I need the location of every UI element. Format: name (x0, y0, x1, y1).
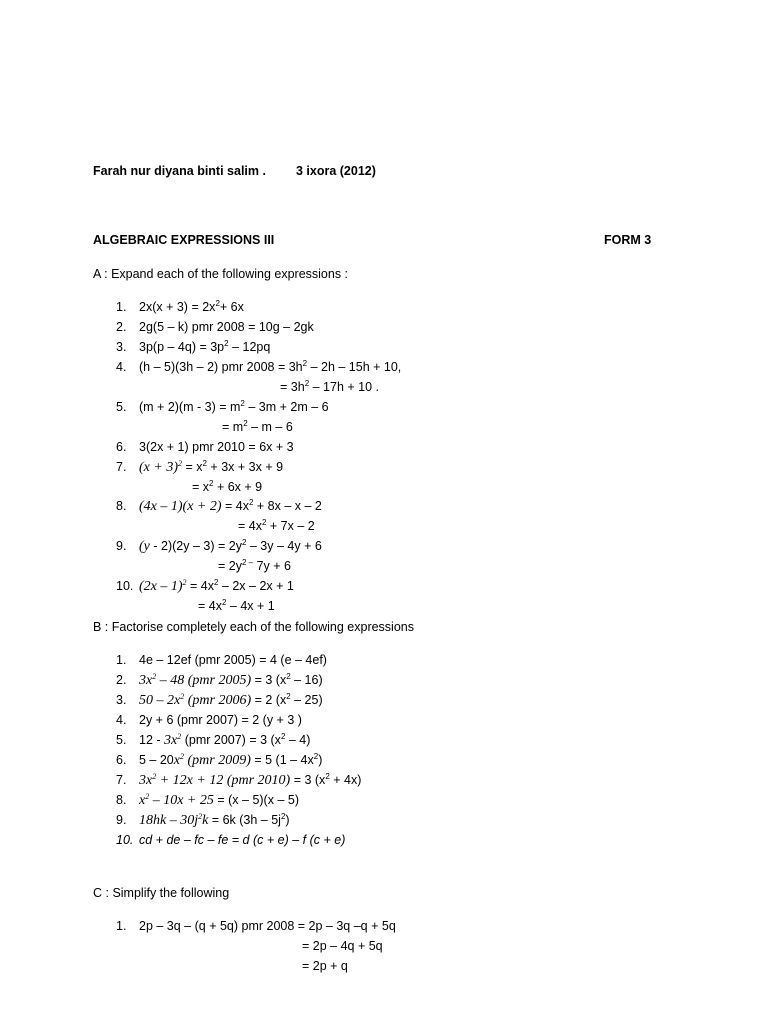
item-expression: 2g(5 – k) pmr 2008 = 10g – 2gk (139, 320, 314, 334)
item-number: 1. (116, 919, 127, 933)
item-continuation: = 2p – 4q + 5q (302, 939, 383, 953)
item-expression: $3x^2 - 48$ (pmr 2005) = 3 $(x^2 - 16)$ (139, 672, 323, 688)
item-number: 5. (116, 733, 127, 747)
worksheet-title: ALGEBRAIC EXPRESSIONS III (93, 233, 275, 247)
item-expression: 2y + 6 (pmr 2007) = 2 (y + 3 ) (139, 713, 302, 727)
item-expression: $(4x - 1)(x + 2) = 4x^2 + 8x - x - 2$ (139, 498, 322, 514)
item-number: 7. (116, 460, 127, 474)
item-continuation: = $2y^{2 -}$ 7y + 6 (218, 558, 291, 573)
item-number: 8. (116, 499, 127, 513)
item-number: 4. (116, 713, 127, 727)
item-expression: $2x(x + 3) = 2x^2+ 6x$ (139, 299, 244, 314)
item-expression: $3p(p - 4q) = 3p^2 - 12pq$ (139, 339, 271, 354)
item-number: 2. (116, 673, 127, 687)
item-continuation: = $4x^2 + 7x - 2$ (238, 518, 315, 533)
item-expression: $50 - 2x^2$ (pmr 2006) = 2 $(x^2 - 25)$ (139, 692, 323, 708)
item-number: 2. (116, 320, 127, 334)
item-continuation: = 2p + q (302, 959, 348, 973)
item-number: 1. (116, 300, 127, 314)
item-expression: cd + de – fc – fe = d (c + e) – f (c + e) (139, 833, 346, 847)
item-expression: (h – 5)(3h – 2) pmr $2008 = 3h^2 - 2h - 15h + 10$, (139, 359, 402, 374)
item-number: 7. (116, 773, 127, 787)
item-number: 8. (116, 793, 127, 807)
class-year: 3 ixora (2012) (296, 164, 376, 178)
item-expression: 2p – 3q – (q + 5q) pmr 2008 = 2p – 3q –q + 5q (139, 919, 396, 933)
item-number: 9. (116, 539, 127, 553)
item-continuation: = $3h^2 - 17h + 10$ . (280, 379, 379, 394)
section-a-heading: A : Expand each of the following expressions : (93, 267, 349, 281)
item-number: 10. (116, 579, 134, 593)
item-continuation: = $m^2$ – m – 6 (222, 419, 293, 434)
item-number: 3. (116, 693, 127, 707)
item-expression: $3x^2 + 12x + 12$ (pmr 2010) = 3 $(x^2 + 4x)$ (139, 772, 362, 788)
item-number: 10. (116, 833, 134, 847)
item-number: 9. (116, 813, 127, 827)
item-number: 1. (116, 653, 127, 667)
item-expression: 4e – 12ef (pmr 2005) = 4 (e – 4ef) (139, 653, 327, 667)
item-expression: $(m + 2)(m - 3) = m^2 - 3m + 2m - 6$ (139, 399, 329, 414)
item-number: 6. (116, 440, 127, 454)
item-expression: $x^2 - 10x + 25 = (x - 5)(x - 5)$ (139, 792, 299, 808)
item-number: 3. (116, 340, 127, 354)
student-name: Farah nur diyana binti salim . (93, 164, 266, 178)
item-continuation: = $4x^2 - 4x + 1$ (198, 598, 275, 613)
item-number: 5. (116, 400, 127, 414)
item-expression: $(x + 3)^2 = x^2 + 3x + 3x + 9$ (139, 459, 284, 475)
item-expression: $12 - 3x^2$ (pmr 2007) = 3 $(x^2 - 4)$ (139, 732, 311, 748)
section-c-heading: C : Simplify the following (93, 886, 230, 900)
item-expression: $(y - 2)(2y - 3) = 2y^2 - 3y - 4y + 6$ (139, 538, 322, 554)
item-number: 4. (116, 360, 127, 374)
form-label: FORM 3 (604, 233, 652, 247)
item-expression: $18hk - 30j^2k = 6k$ $(3h - 5j^2)$ (139, 812, 290, 828)
item-expression: $(2x - 1)^2 = 4x^2 - 2x - 2x + 1$ (139, 578, 294, 594)
item-expression: 3(2x + 1) pmr 2010 = 6x + 3 (139, 440, 294, 454)
section-b-heading: B : Factorise completely each of the following expressions (93, 620, 414, 634)
item-continuation: = $x^2 + 6x + 9$ (192, 479, 263, 494)
item-number: 6. (116, 753, 127, 767)
item-expression: $5 - 20x^2$ (pmr 2009) = 5 $(1 - 4x^2)$ (139, 752, 323, 768)
